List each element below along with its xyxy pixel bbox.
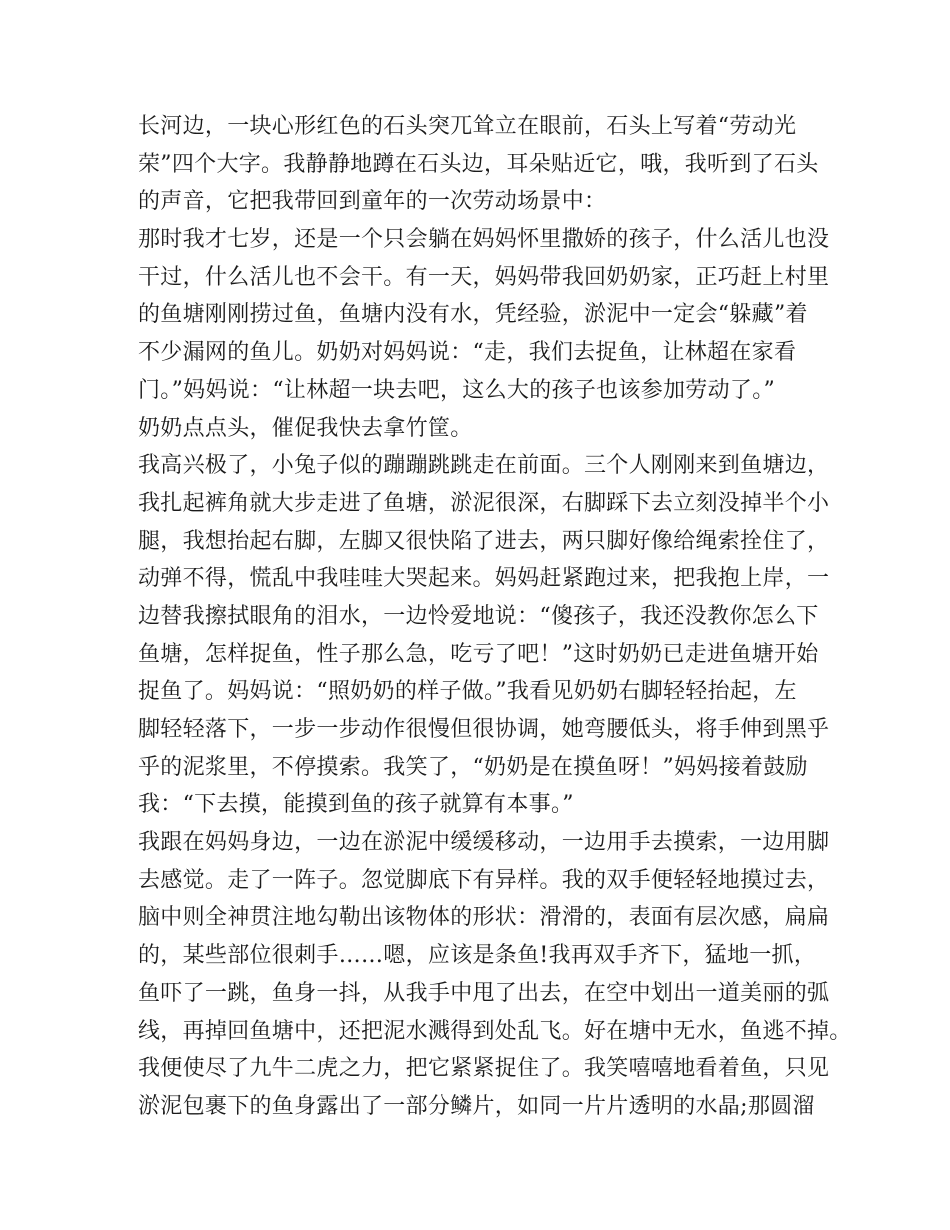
text-line: 去感觉。走了一阵子。忽觉脚底下有异样。我的双手便轻轻地摸过去， [138, 867, 830, 893]
text-line: 荣”四个大字。我静静地蹲在石头边，耳朵贴近它，哦，我听到了石头 [138, 151, 819, 177]
text-line: 边替我擦拭眼角的泪水，一边怜爱地说：“傻孩子，我还没教你怎么下 [138, 603, 819, 629]
text-line: 奶奶点点头，催促我快去拿竹筐。 [138, 415, 473, 441]
text-line: 动弹不得，慌乱中我哇哇大哭起来。妈妈赶紧跑过来，把我抱上岸，一 [138, 566, 830, 592]
text-line: 鱼吓了一跳，鱼身一抖，从我手中甩了出去，在空中划出一道美丽的弧 [138, 980, 830, 1006]
text-line: 我扎起裤角就大步走进了鱼塘，淤泥很深，右脚踩下去立刻没掉半个小 [138, 490, 830, 516]
text-line: 我高兴极了，小兔子似的蹦蹦跳跳走在前面。三个人刚刚来到鱼塘边， [138, 453, 830, 479]
text-line: 捉鱼了。妈妈说：“照奶奶的样子做。”我看见奶奶右脚轻轻抬起，左 [138, 679, 797, 705]
text-line: 脑中则全神贯注地勾勒出该物体的形状：滑滑的，表面有层次感，扁扁 [138, 905, 830, 931]
text-line: 干过，什么活儿也不会干。有一天，妈妈带我回奶奶家，正巧赶上村里 [138, 264, 830, 290]
text-line: 那时我才七岁，还是一个只会躺在妈妈怀里撒娇的孩子，什么活儿也没 [138, 227, 830, 253]
body-text [138, 108, 852, 1126]
text-line: 不少漏网的鱼儿。奶奶对妈妈说：“走，我们去捉鱼，让林超在家看 [138, 340, 797, 366]
text-line: 我便使尽了九牛二虎之力，把它紧紧捉住了。我笑嘻嘻地看着鱼，只见 [138, 1056, 830, 1082]
text-line: 脚轻轻落下，一步一步动作很慢但很协调，她弯腰低头，将手伸到黑乎 [138, 717, 830, 742]
text-line: 鱼塘，怎样捉鱼，性子那么急，吃亏了吧！”这时奶奶已走进鱼塘开始 [138, 641, 819, 667]
text-line: 我：“下去摸，能摸到鱼的孩子就算有本事。” [138, 792, 574, 818]
text-line: 淤泥包裹下的鱼身露出了一部分鳞片，如同一片片透明的水晶;那圆溜 [138, 1093, 815, 1119]
text-line: 的声音，它把我带回到童年的一次劳动场景中： [138, 189, 607, 215]
text-line: 长河边，一块心形红色的石头突兀耸立在眼前，石头上写着“劳动光 [138, 114, 797, 139]
text-line: 线，再掉回鱼塘中，还把泥水溅得到处乱飞。好在塘中无水，鱼逃不掉。 [138, 1018, 852, 1044]
text-line: 的，某些部位很刺手……嗯，应该是条鱼!我再双手齐下，猛地一抓， [138, 943, 817, 969]
text-line: 门。”妈妈说：“让林超一块去吧，这么大的孩子也该参加劳动了。” [138, 377, 776, 403]
text-line: 乎的泥浆里，不停摸索。我笑了，“奶奶是在摸鱼呀！”妈妈接着鼓励 [138, 754, 808, 780]
text-line: 我跟在妈妈身边，一边在淤泥中缓缓移动，一边用手去摸索，一边用脚 [138, 830, 830, 856]
text-line: 的鱼塘刚刚捞过鱼，鱼塘内没有水，凭经验，淤泥中一定会“躲藏”着 [138, 302, 808, 328]
text-line: 腿，我想抬起右脚，左脚又很快陷了进去，两只脚好像给绳索拴住了， [138, 528, 830, 554]
